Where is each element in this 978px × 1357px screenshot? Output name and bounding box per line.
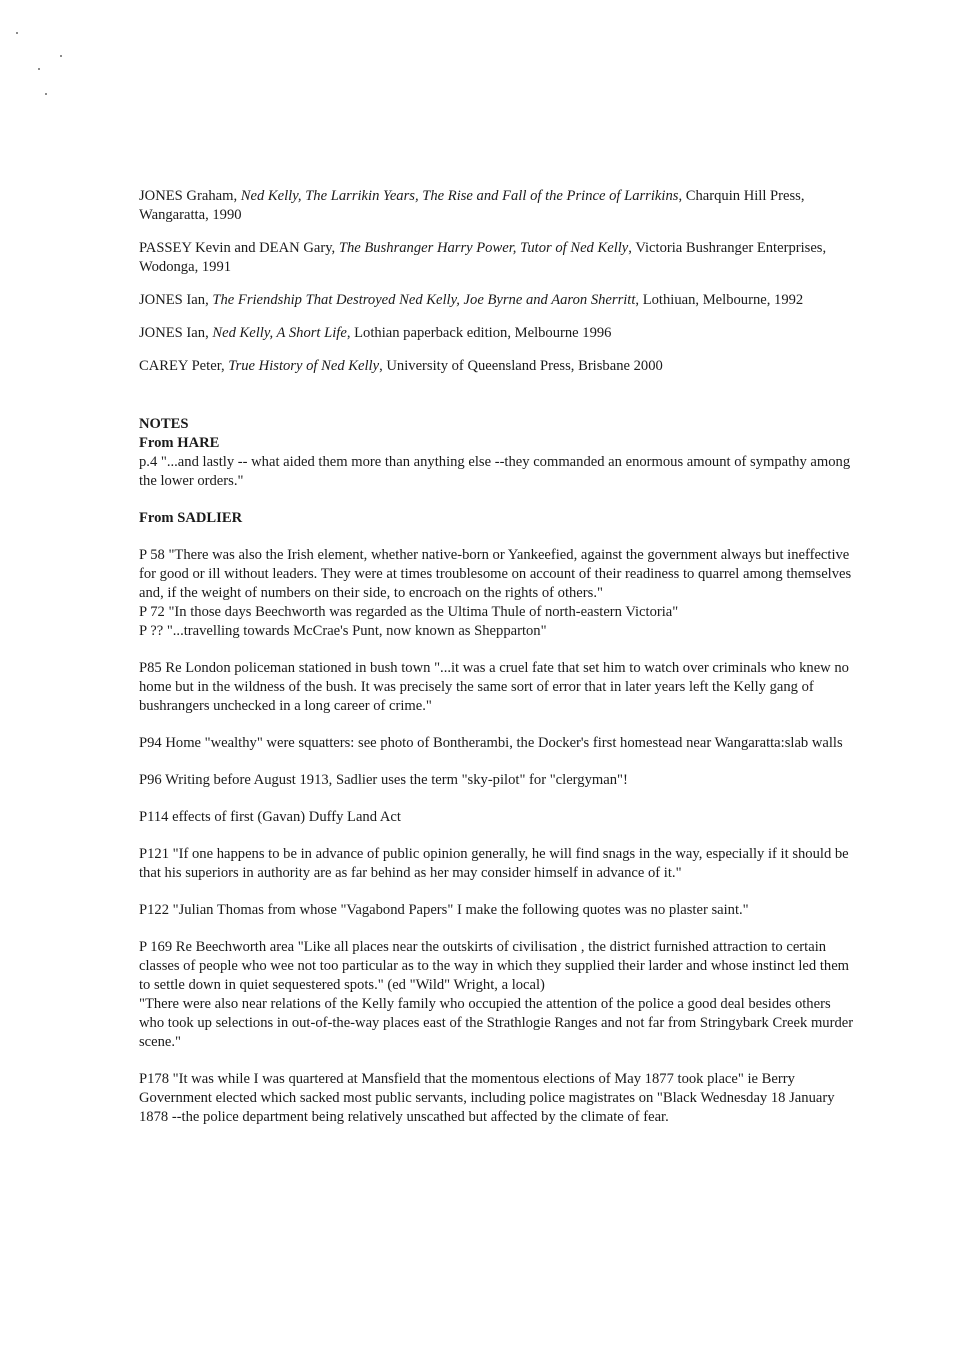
scan-speck xyxy=(60,55,62,57)
note-hare: p.4 "...and lastly -- what aided them more than anything else --they commanded an enormous amount of sympathy among the lower orders." xyxy=(139,454,851,489)
note-p72: P 72 "In those days Beechworth was regarded as the Ultima Thule of north-eastern Victoria" xyxy=(139,604,679,620)
scan-speck xyxy=(16,32,18,34)
bib-title: The Bushranger Harry Power, Tutor of Ned Kelly xyxy=(338,240,629,256)
bib-entry: JONES Ian, Ned Kelly, A Short Life, Lothian paperback edition, Melbourne 1996 xyxy=(139,325,612,341)
note-p178: P178 "It was while I was quartered at Mansfield that the momentous elections of May 1877 took place" ie Berry Government elected which sacked most public servants, including police magistrates on "Black Wednesday 18 January 1878 --the police department being relatively unscathed but affected by the climate of fear. xyxy=(139,1071,835,1125)
bib-entry: CAREY Peter, True History of Ned Kelly, University of Queensland Press, Brisbane 2000 xyxy=(139,358,663,374)
note-p169: P 169 Re Beechworth area "Like all places near the outskirts of civilisation , the district furnished attraction to certain classes of people who wee not too particular as to the way in which they supplied their larder and whose instinct led them to settle down in quiet sequestered spots." (ed "Wild" Wright, a local) xyxy=(139,939,850,993)
note-p122: P122 "Julian Thomas from whose "Vagabond Papers" I make the following quotes was no plaster saint." xyxy=(139,902,749,918)
scan-speck xyxy=(45,93,47,95)
note-p85: P85 Re London policeman stationed in bush town "...it was a cruel fate that set him to watch over criminals who knew no home but in the wildness of the bush. It was precisely the same sort of error that in later years left the Kelly gang of bushrangers unchecked in a long career of crime." xyxy=(139,660,849,714)
note-p121: P121 "If one happens to be in advance of public opinion generally, he will find snags in the way, especially if it should be that his superiors in authority are as far behind as her may consider himself in advance of it." xyxy=(139,846,849,881)
document-body xyxy=(139,187,859,1127)
note-p-unknown: P ?? "...travelling towards McCrae's Punt, now known as Shepparton" xyxy=(139,623,547,639)
notes-heading: NOTES xyxy=(139,416,189,432)
sadlier-heading: From SADLIER xyxy=(139,510,243,526)
bib-title: Ned Kelly, The Larrikin Years, The Rise and Fall of the Prince of Larrikins xyxy=(240,188,679,204)
bib-title: Ned Kelly, A Short Life xyxy=(212,325,347,341)
bib-entry: JONES Ian, The Friendship That Destroyed Ned Kelly, Joe Byrne and Aaron Sherritt, Lothiuan, Melbourne, 1992 xyxy=(139,292,804,308)
bib-entry: PASSEY Kevin and DEAN Gary, The Bushranger Harry Power, Tutor of Ned Kelly, Victoria Bushranger Enterprises, Wodonga, 1991 xyxy=(139,240,827,275)
bib-title: True History of Ned Kelly xyxy=(228,358,380,374)
note-p114: P114 effects of first (Gavan) Duffy Land Act xyxy=(139,809,401,825)
note-p58: P 58 "There was also the Irish element, whether native-born or Yankeefied, against the government always but ineffective for good or ill without leaders. They were at times troublesome on account of their readiness to quarrel among themselves and, if the weight of numbers on their side, to encroach on the rights of others." xyxy=(139,547,852,601)
scan-speck xyxy=(38,68,40,70)
note-p96: P96 Writing before August 1913, Sadlier uses the term "sky-pilot" for "clergyman"! xyxy=(139,772,628,788)
note-p169-continued: "There were also near relations of the Kelly family who occupied the attention of the police a good deal besides others who took up selections in out-of-the-way places east of the Strathlogie Ranges and not far from Stringybark Creek murder scene." xyxy=(139,996,854,1050)
note-p94: P94 Home "wealthy" were squatters: see photo of Bontherambi, the Docker's first homestead near Wangaratta:slab walls xyxy=(139,735,843,751)
hare-heading: From HARE xyxy=(139,435,220,451)
bib-entry: JONES Graham, Ned Kelly, The Larrikin Years, The Rise and Fall of the Prince of Larrikins, Charquin Hill Press, Wangaratta, 1990 xyxy=(139,188,805,223)
bib-title: The Friendship That Destroyed Ned Kelly, Joe Byrne and Aaron Sherritt xyxy=(212,292,636,308)
bibliography xyxy=(139,187,859,376)
